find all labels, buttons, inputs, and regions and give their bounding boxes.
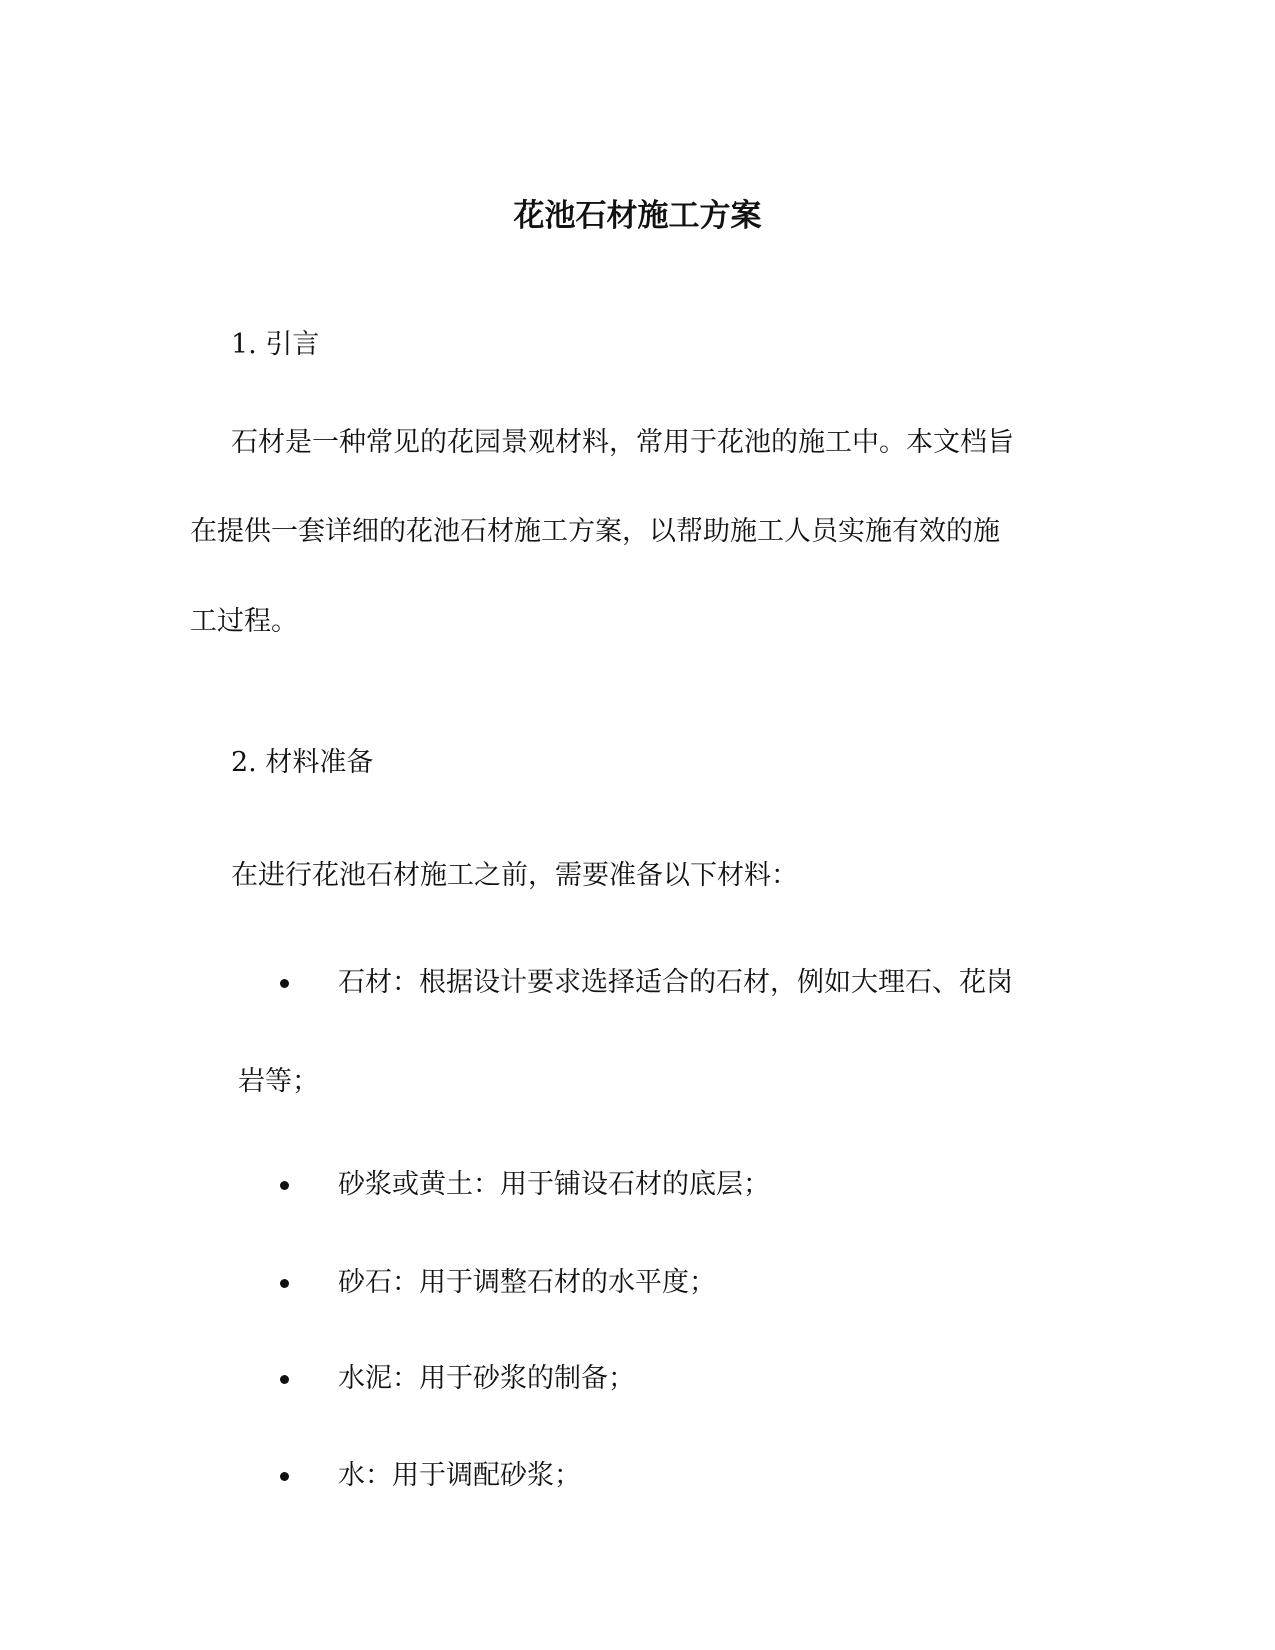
list-item-4: 水泥：用于砂浆的制备；: [338, 1363, 635, 1394]
list-item-1-line-1: 石材：根据设计要求选择适合的石材，例如大理石、花岗: [338, 967, 1013, 998]
bullet-icon: [280, 979, 289, 988]
list-item-1-line-2: 岩等；: [238, 1066, 319, 1097]
section-2-heading: 2. 材料准备: [231, 747, 374, 778]
paragraph-line-1: 石材是一种常见的花园景观材料，常用于花池的施工中。本文档旨: [231, 427, 1014, 458]
bullet-icon: [280, 1472, 289, 1481]
list-item-2: 砂浆或黄土：用于铺设石材的底层；: [338, 1169, 770, 1200]
bullet-icon: [280, 1181, 289, 1190]
bullet-icon: [280, 1375, 289, 1384]
section-1-heading: 1. 引言: [231, 329, 320, 360]
paragraph-line-3: 工过程。: [190, 606, 298, 637]
materials-intro: 在进行花池石材施工之前，需要准备以下材料：: [231, 860, 798, 891]
bullet-icon: [280, 1279, 289, 1288]
document-title: 花池石材施工方案: [513, 198, 762, 234]
list-item-3: 砂石：用于调整石材的水平度；: [338, 1267, 716, 1298]
list-item-5: 水：用于调配砂浆；: [338, 1460, 581, 1491]
paragraph-line-2: 在提供一套详细的花池石材施工方案，以帮助施工人员实施有效的施: [190, 516, 1000, 547]
